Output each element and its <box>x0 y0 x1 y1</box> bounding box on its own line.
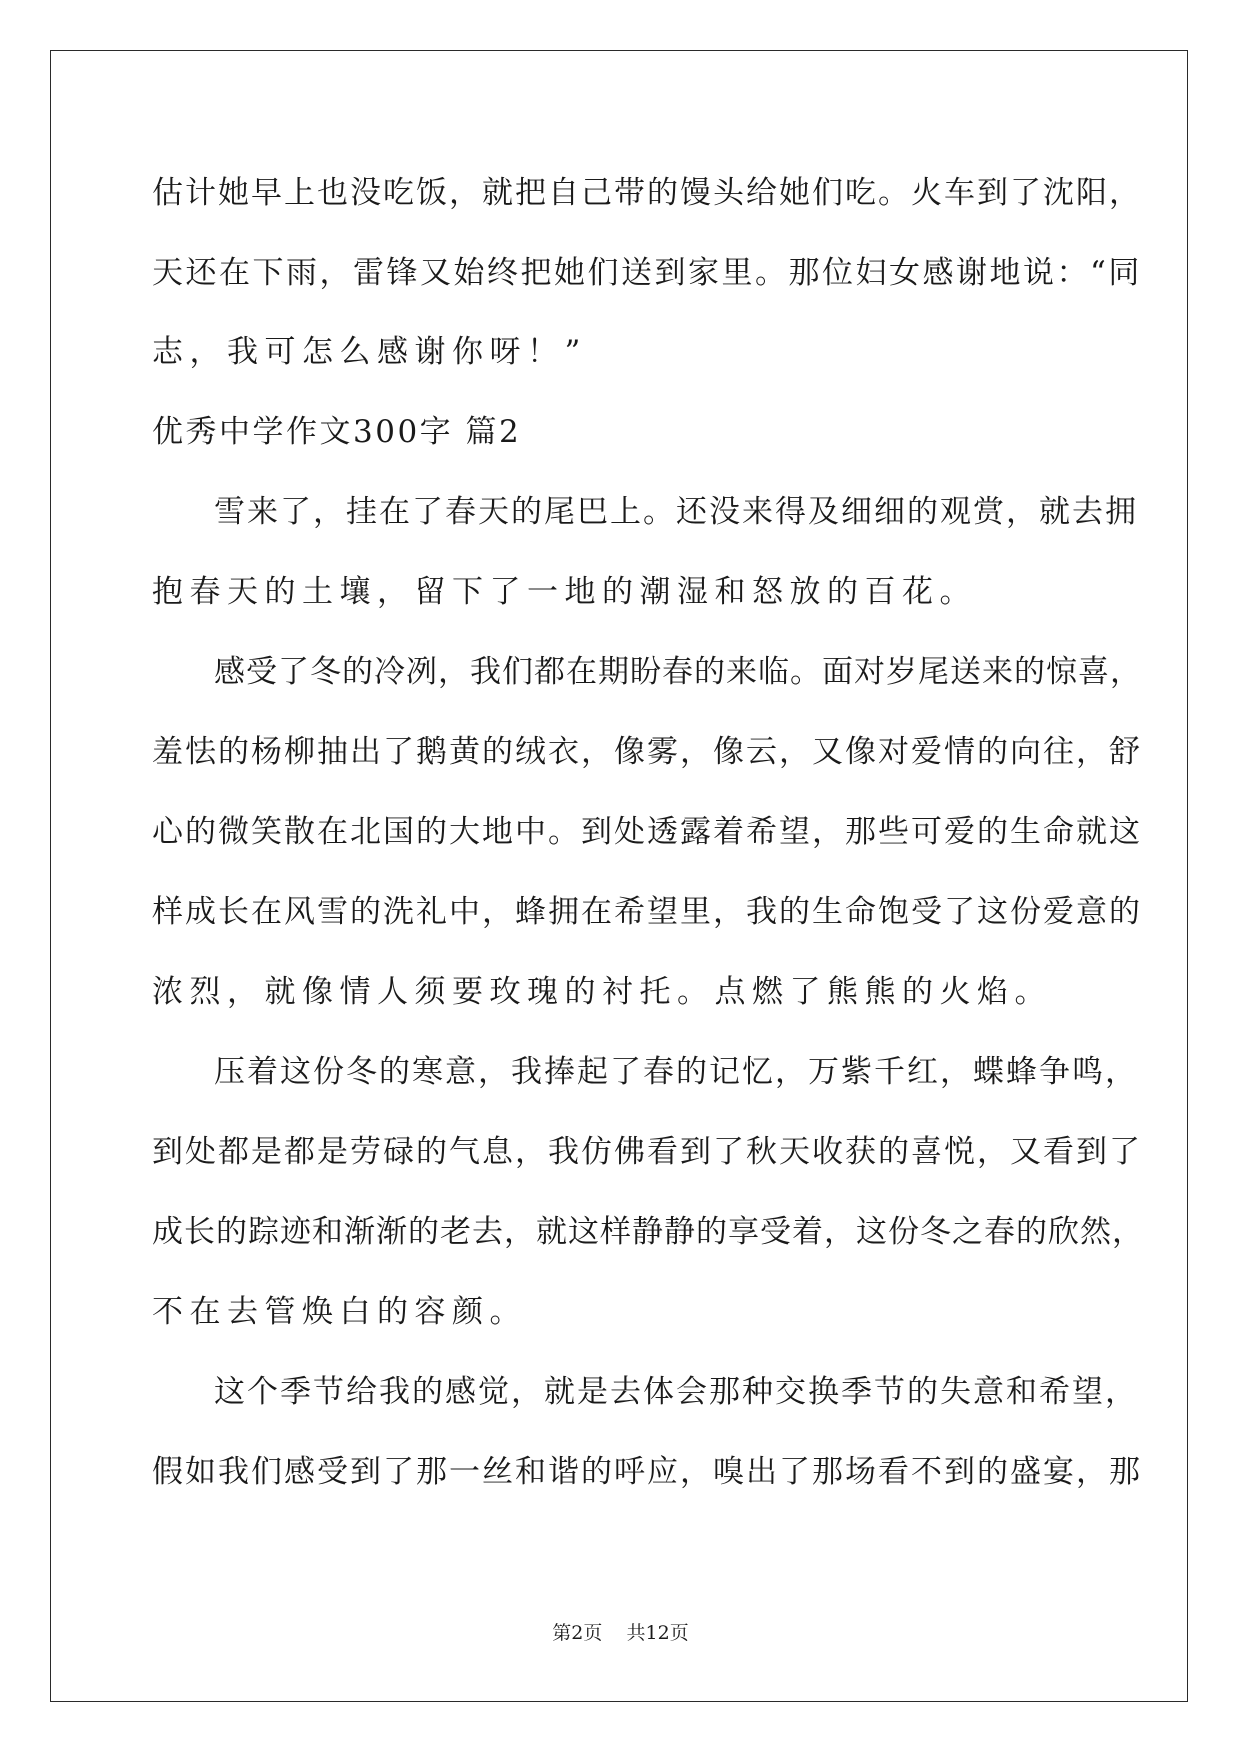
page-number: 第2页 共12页 <box>552 1622 689 1644</box>
paragraph-line: 感受了冬的冷冽，我们都在期盼春的来临。面对岁尾送来的惊喜， <box>214 654 1142 690</box>
paragraph-line: 这个季节给我的感觉，就是去体会那种交换季节的失意和希望， <box>214 1374 1138 1410</box>
paragraph-line: 抱春天的土壤，留下了一地的潮湿和怒放的百花。 <box>152 574 977 610</box>
paragraph-line: 心的微笑散在北国的大地中。到处透露着希望，那些可爱的生命就这 <box>152 814 1142 850</box>
paragraph-line: 天还在下雨，雷锋又始终把她们送到家里。那位妇女感谢地说：“同 <box>152 255 1142 291</box>
paragraph-line: 估计她早上也没吃饭，就把自己带的馒头给她们吃。火车到了沈阳， <box>152 175 1142 211</box>
section-heading: 优秀中学作文300字 篇2 <box>152 414 522 450</box>
paragraph-line: 不在去管焕白的容颜。 <box>152 1294 527 1330</box>
paragraph-line: 假如我们感受到了那一丝和谐的呼应，嗅出了那场看不到的盛宴，那 <box>152 1454 1142 1490</box>
paragraph-line: 到处都是都是劳碌的气息，我仿佛看到了秋天收获的喜悦，又看到了 <box>152 1134 1142 1170</box>
paragraph-line: 雪来了，挂在了春天的尾巴上。还没来得及细细的观赏，就去拥 <box>214 494 1138 530</box>
paragraph-line: 浓烈，就像情人须要玫瑰的衬托。点燃了熊熊的火焰。 <box>152 974 1052 1010</box>
paragraph-line: 志，我可怎么感谢你呀！” <box>152 334 587 370</box>
paragraph-line: 样成长在风雪的洗礼中，蜂拥在希望里，我的生命饱受了这份爱意的 <box>152 894 1142 930</box>
paragraph-line: 压着这份冬的寒意，我捧起了春的记忆，万紫千红，蝶蜂争鸣， <box>214 1054 1138 1090</box>
paragraph-line: 成长的踪迹和渐渐的老去，就这样静静的享受着，这份冬之春的欣然， <box>152 1214 1144 1250</box>
paragraph-line: 羞怯的杨柳抽出了鹅黄的绒衣，像雾，像云，又像对爱情的向往，舒 <box>152 734 1142 770</box>
